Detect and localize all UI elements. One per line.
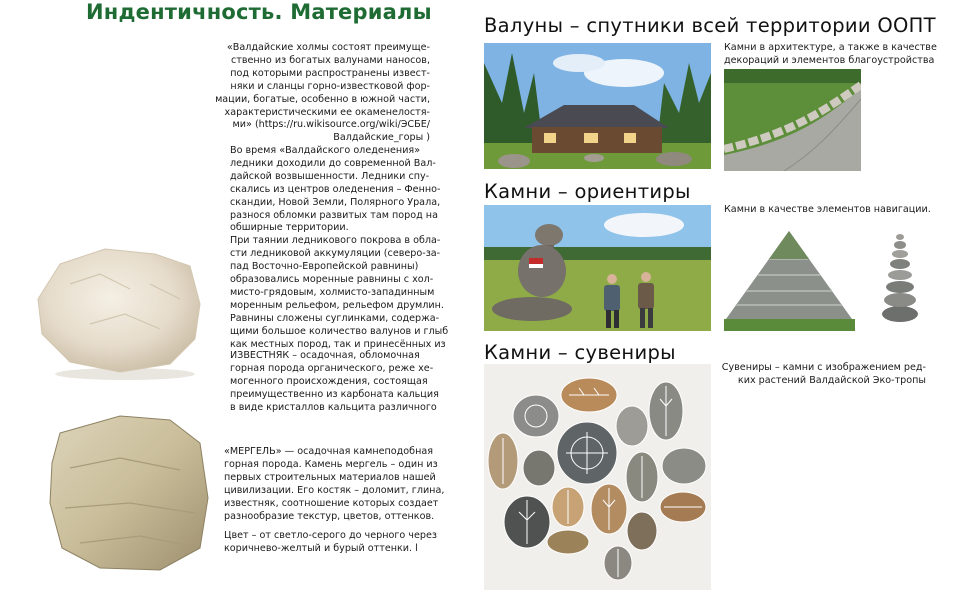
section-heading-landmarks: Камни – ориентиры	[484, 180, 691, 203]
limestone-paragraph: ИЗВЕСТНЯК – осадочная, обломочная горная порода органического, реже хе- могенного происхождения, состоящая преимущественно из карбоната кальция в виде кристаллов кальцита различного	[230, 350, 439, 413]
caption-architecture: Камни в архитектуре, а также в качестве декораций и элементов благоустройства	[724, 42, 937, 66]
section-heading-souvenirs: Камни – сувениры	[484, 341, 676, 364]
quote-paragraph: «Валдайские холмы состоят преимуще- ственно из богатых валунами наносов, под которыми распространены извест- няки и сланцы горно-известковой фор- мации, богатые, особенно в южной части, характеристическими ее окаменелостя- ми» (https://ru.wikisource.org/wiki/ЭСБЕ/ Валдайские_горы )	[215, 42, 430, 144]
marl-rock-image	[40, 408, 216, 578]
caption-souvenirs: Сувениры – камни с изображением ред- ких растений Валдайской Эко-тропы	[721, 362, 926, 386]
section-heading-boulders: Валуны – спутники всей территории ООПТ	[484, 14, 936, 37]
stone-path-photo	[724, 69, 861, 171]
glaciation-paragraph: Во время «Валдайского оледенения» ледники доходили до современной Вал- дайской возвышенности. Ледники спу- скались из центров оледенения – Фенно- скандии, Новой Земли, Полярного Урала, разнося обломки развитых там пород на обширные территории. При таянии ледникового покрова в обла- сти ледниковой аккумуляции (северо-за- пад Восточно-Европейской равнины) образовались моренные равнины с хол- мисто-грядовым, холмисто-западинным моренным рельефом, рельефом друмлин. Равнины сложены суглинками, содержа- щими большое количество валунов и глыб как местных пород, так и принесённых из	[230, 145, 449, 350]
house-boulders-photo	[484, 43, 711, 169]
limestone-rock-image	[30, 244, 210, 384]
color-paragraph: Цвет – от светло-серого до черного через коричнево-желтый и бурый оттенки. l	[224, 530, 437, 554]
painted-stones-photo	[484, 364, 711, 590]
hikers-stone-photo	[484, 205, 711, 331]
stone-pyramid-photo	[724, 229, 855, 331]
page-title: Индентичность. Материалы	[86, 0, 432, 24]
caption-navigation: Камни в качестве элементов навигации.	[724, 204, 931, 215]
stone-cairn-photo	[880, 232, 920, 322]
marl-paragraph: «МЕРГЕЛЬ» — осадочная камнеподобная горная порода. Камень мергель – один из первых строительных материалов нашей цивилизации. Его костяк – доломит, глина, известняк, соотношение которых создает разнообразие текстур, цветов, оттенков.	[224, 446, 445, 522]
